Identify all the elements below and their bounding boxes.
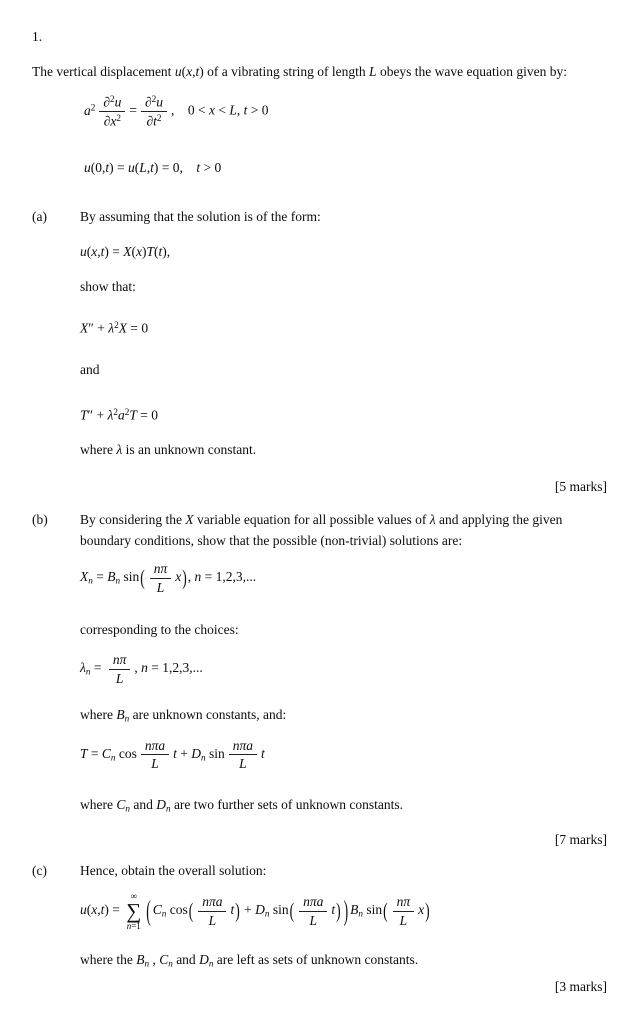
marks-part-c: [3 marks] (554, 979, 607, 995)
intro-paragraph: The vertical displacement u(x,t) of a vibrating string of length L obeys the wave equation given by: (32, 64, 568, 79)
boundary-conditions-equation: u(0,t) = u(L,t) = 0, t > 0 (84, 160, 222, 176)
numerator: nπa (144, 737, 166, 753)
part-a-lead: By assuming that the solution is of the form: (80, 209, 321, 225)
fraction-npia-over-L (299, 894, 327, 928)
fraction-npia-over-L (198, 894, 226, 928)
numerator: ∂$^2$u (144, 94, 163, 110)
eq-segment: $X_n = B_n$ sin( (80, 566, 145, 590)
denominator: $\partial t^2$ (141, 111, 167, 129)
eq-segment: t (261, 745, 265, 761)
where-lambda-text: where λ is an unknown constant. (80, 442, 257, 458)
part-c-label: (c) (32, 863, 47, 878)
show-that-text: show that: (80, 279, 136, 295)
eq-segment: , n = 1,2,3,... (134, 660, 203, 676)
and-text: and (80, 361, 100, 377)
eq-coefficient: $a^2$ (84, 102, 96, 118)
numerator: nπ (112, 652, 127, 668)
fraction-d2u-dt2 (141, 94, 167, 129)
numerator: nπa (303, 893, 324, 909)
fraction-d2u-dx2 (99, 94, 125, 129)
denominator: L (141, 754, 169, 772)
question-number: 1. (32, 29, 43, 44)
denominator: L (198, 911, 226, 929)
Xn-solution-equation (80, 561, 607, 595)
eq-segment: $\lambda_n$ = (80, 660, 105, 677)
eq-segment: t) ) $B_n$ sin( (331, 894, 388, 927)
fraction-npia-over-L (141, 738, 169, 772)
sum-lower-limit: n=1 (126, 921, 141, 931)
part-b-lead: By considering the X variable equation for all possible values of λ and applying the given boundary conditions, show that the possible (non-trivial) solutions are: (80, 512, 563, 549)
denominator: L (393, 911, 415, 929)
part-c-lead: Hence, obtain the overall solution: (80, 863, 267, 878)
equals-sign: = (129, 102, 137, 118)
summation (126, 891, 141, 931)
sum-upper-limit: ∞ (130, 891, 137, 901)
T-solution-equation (80, 738, 607, 772)
fraction-npi-over-L (393, 894, 415, 928)
denominator: $\partial x^2$ (99, 111, 125, 129)
denominator: L (109, 669, 131, 687)
marks-part-b: [7 marks] (554, 832, 607, 847)
separation-form-equation: u(x,t) = X(x)T(t), (80, 244, 171, 260)
eq-segment: x) (418, 898, 430, 923)
wave-equation (84, 94, 607, 129)
eq-segment: x), n = 1,2,3,... (175, 566, 257, 590)
numerator: ∂$^2$u (103, 94, 122, 110)
eq-segment: $t) + D_n$ sin( (230, 898, 295, 923)
numerator: nπa (202, 893, 223, 909)
X-ode-equation: $X'' + \lambda^2X = 0$ (80, 320, 149, 336)
denominator: L (299, 911, 327, 929)
denominator: L (229, 754, 257, 772)
eq-segment: u(x,t) = (80, 902, 124, 918)
eq-domain-condition: , 0 < x < L, t > 0 (171, 102, 269, 118)
numerator: nπ (153, 561, 168, 577)
part-a (32, 206, 607, 460)
where-Bn-text: where $B_n$ are unknown constants, and: (80, 707, 287, 724)
fraction-npi-over-L (109, 652, 131, 686)
numerator: nπa (232, 737, 254, 753)
numerator: nπ (396, 893, 411, 909)
eq-segment: $T = C_n$ cos (80, 745, 137, 763)
eq-segment: ( $C_n$ cos( (146, 894, 194, 927)
fraction-npia-over-L (229, 738, 257, 772)
T-ode-equation: $T'' + \lambda^2a^2T = 0$ (80, 406, 158, 423)
part-a-label: (a) (32, 209, 47, 225)
overall-solution-equation (80, 891, 607, 931)
fraction-npi-over-L (150, 561, 172, 595)
sigma-icon: ∑ (126, 899, 142, 923)
where-Cn-Dn-text: where $C_n$ and $D_n$ are two further sets of unknown constants. (80, 796, 404, 813)
lambda-n-equation (80, 652, 607, 686)
eq-segment: $t + D_n$ sin (173, 745, 225, 763)
part-b (32, 509, 607, 819)
part-b-label: (b) (32, 512, 48, 528)
corresponding-text: corresponding to the choices: (80, 622, 239, 638)
denominator: L (150, 578, 172, 596)
marks-part-a: [5 marks] (554, 479, 607, 495)
where-constants-text: where the $B_n$ , $C_n$ and $D_n$ are left as sets of unknown constants. (80, 952, 419, 969)
part-c (32, 860, 607, 974)
